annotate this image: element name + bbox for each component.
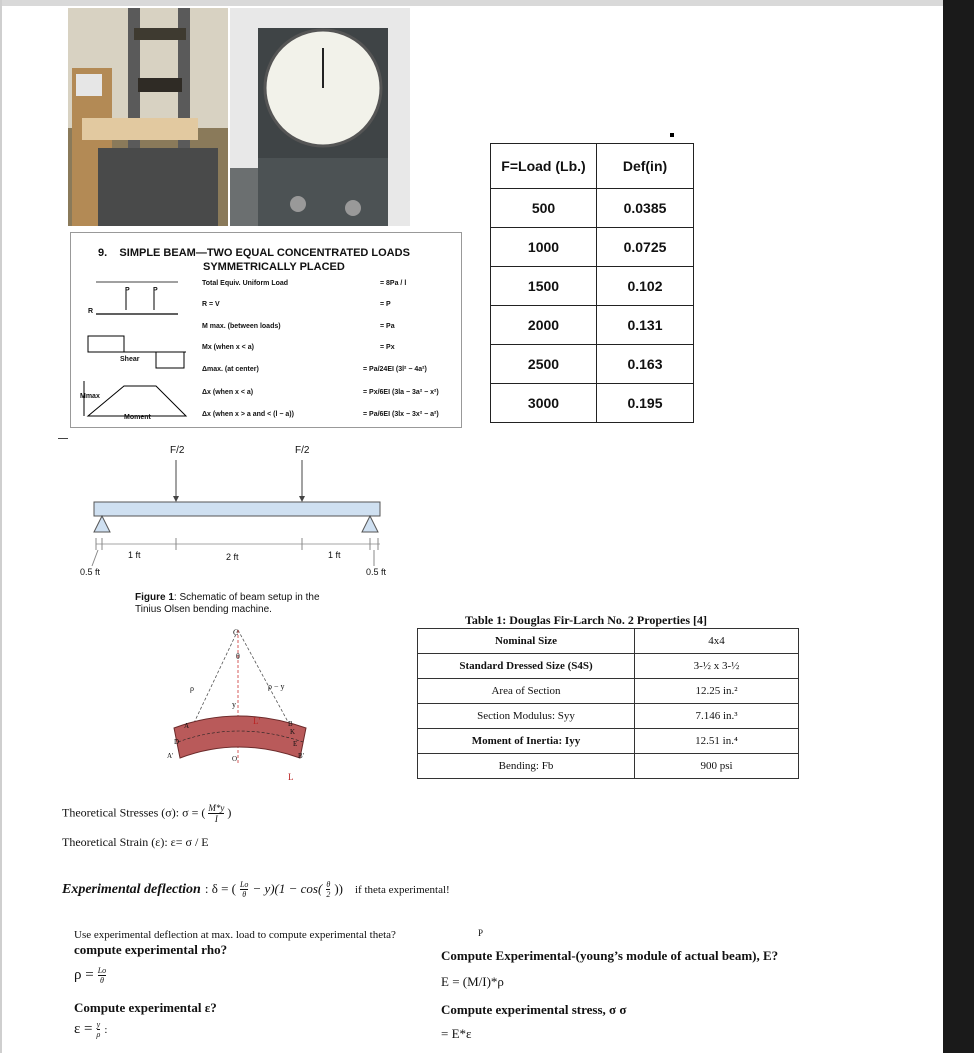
rho-frac-den: θ (99, 976, 104, 985)
prop-value: 3-½ x 3-½ (635, 654, 799, 679)
formula-label: Total Equiv. Uniform Load (202, 280, 289, 287)
dim-2: 2 ft (226, 552, 239, 562)
panel-number: 9. (98, 247, 108, 259)
exp-defl-note: if theta experimental! (355, 884, 450, 897)
label-lprime: L' (253, 716, 261, 726)
formula-label: M max. (between loads) (202, 323, 281, 330)
load-cell: 500 (491, 189, 597, 228)
question-rho: compute experimental rho? (74, 942, 228, 957)
diagram-label-p1: P (125, 287, 130, 294)
prop-value: 12.25 in.² (635, 679, 799, 704)
panel-title (98, 247, 410, 259)
formula-value: = P (380, 301, 391, 308)
prop-label: Section Modulus: Syy (418, 704, 635, 729)
properties-table-caption: Table 1: Douglas Fir-Larch No. 2 Properties [4] (465, 613, 707, 627)
divider (58, 438, 68, 439)
stress-label: Theoretical Stresses (σ): σ = ( (62, 805, 206, 820)
label-e: E (293, 740, 298, 748)
frac-theta: θ (242, 890, 247, 899)
stress-frac-num: M*y (208, 803, 225, 813)
label-theta: θ (236, 652, 240, 661)
viewer-top-bar (0, 0, 974, 6)
diagram-label-moment: Moment (124, 414, 151, 421)
load-label-left: F/2 (170, 445, 185, 456)
caption-rest: : Schematic of beam setup in the (173, 592, 320, 603)
label-y: y (232, 700, 236, 709)
rho-eq: ρ = (74, 967, 94, 984)
prop-value: 7.146 in.³ (635, 704, 799, 729)
viewer-scrollbar[interactable] (943, 0, 974, 1053)
label-bprime: B' (298, 752, 304, 760)
question-theta: Use experimental deflection at max. load to compute experimental theta? (74, 929, 396, 941)
table-row (418, 754, 799, 779)
def-cell: 0.0725 (597, 228, 694, 267)
formula-value: = Px (380, 344, 395, 351)
def-cell: 0.195 (597, 384, 694, 423)
eps-tail: : (104, 1024, 108, 1037)
page-left-edge (0, 0, 2, 1053)
rho-fraction (98, 966, 106, 985)
formula-value: = 8Pa / l (380, 280, 407, 287)
eps-eq: ε = (74, 1021, 93, 1038)
label-b: B (288, 720, 293, 728)
label-rho: ρ (190, 684, 194, 693)
table-row (491, 267, 694, 306)
prop-value: 12.51 in.⁴ (635, 729, 799, 754)
testing-machine-photos (68, 8, 410, 226)
strain-equation: Theoretical Strain (ε): ε= σ / E (62, 835, 209, 849)
beam-schematic (80, 460, 400, 580)
formula-label: Δx (when x > a and < (l − a)) (202, 411, 294, 418)
label-a: A (184, 722, 190, 730)
stress-fraction (208, 803, 224, 824)
def-cell: 0.163 (597, 345, 694, 384)
formula-label: Δx (when x < a) (202, 389, 254, 396)
label-k: K (290, 728, 296, 736)
formula-label: Mx (when x < a) (202, 344, 254, 351)
overhang-left: 0.5 ft (80, 567, 101, 577)
table-row (418, 729, 799, 754)
load-cell: 2500 (491, 345, 597, 384)
table-row (418, 704, 799, 729)
lo-theta-fraction (240, 880, 248, 899)
exp-defl-label: Experimental deflection (62, 882, 201, 898)
stress-formula: = E*ε (441, 1026, 472, 1041)
prop-value: 4x4 (635, 629, 799, 654)
stress-equation (62, 803, 231, 824)
label-rho-y: ρ − y (268, 682, 285, 691)
frac-theta-num: θ (326, 880, 331, 889)
caption-bold: Figure 1 (135, 592, 174, 603)
load-cell: 1000 (491, 228, 597, 267)
stray-p: P (478, 928, 484, 938)
panel-title-line2: SYMMETRICALLY PLACED (203, 261, 345, 273)
question-strain: Compute experimental ε? (74, 1000, 217, 1015)
prop-label: Bending: Fb (418, 754, 635, 779)
eps-frac-num: y (96, 1020, 101, 1029)
prop-value: 900 psi (635, 754, 799, 779)
load-deflection-table (490, 143, 694, 423)
experimental-deflection-equation (62, 880, 450, 899)
load-label-right: F/2 (295, 445, 310, 456)
stress-close: ) (227, 805, 232, 820)
load-cell: 3000 (491, 384, 597, 423)
frac-lo: Lo (239, 880, 249, 889)
exp-defl-rest: − y)(1 − cos( (252, 881, 323, 897)
stress-frac-den: I (214, 814, 218, 824)
formula-value: = Pa/6EI (3lx − 3x² − a²) (363, 411, 439, 418)
load-cell: 1500 (491, 267, 597, 306)
properties-table (417, 628, 799, 779)
rho-formula (74, 966, 106, 985)
prop-label: Nominal Size (418, 629, 635, 654)
question-stress: Compute experimental stress, σ σ (441, 1002, 627, 1017)
formula-label: R = V (202, 301, 220, 308)
table-row (418, 654, 799, 679)
e-formula: E = (M/I)*ρ (441, 974, 504, 989)
header-def: Def(in) (597, 144, 694, 189)
table-row (491, 228, 694, 267)
diagram-label-shear: Shear (120, 356, 140, 363)
exp-defl-formula: : δ = ( (204, 881, 236, 897)
eps-fraction (97, 1020, 101, 1039)
prop-label: Moment of Inertia: Iyy (418, 729, 635, 754)
table-row (491, 345, 694, 384)
prop-label: Area of Section (418, 679, 635, 704)
dim-1: 1 ft (128, 550, 141, 560)
def-cell: 0.131 (597, 306, 694, 345)
label-d: D (174, 738, 180, 746)
eps-frac-den: ρ (96, 1030, 101, 1039)
frac-two: 2 (326, 890, 331, 899)
label-c: C (233, 628, 239, 637)
formula-value: = Pa/24EI (3l² − 4a²) (363, 366, 427, 373)
diagram-label-r: R (88, 308, 94, 315)
formula-value: = Px/6EI (3la − 3a² − x²) (363, 389, 439, 396)
label-aprime: A' (167, 752, 174, 760)
theta-half-fraction (326, 880, 330, 899)
caption-line2: Tinius Olsen bending machine. (135, 604, 272, 615)
table-row (491, 189, 694, 228)
table-row (418, 629, 799, 654)
rho-frac-num: Lo (97, 966, 107, 975)
question-youngs-modulus: Compute Experimental-(young’s module of actual beam), E? (441, 948, 779, 963)
diagram-label-p2: P (153, 287, 158, 294)
label-l: L (288, 772, 294, 782)
stray-mark (670, 133, 674, 137)
formula-label: Δmax. (at center) (202, 366, 259, 373)
label-o: O (232, 755, 238, 763)
load-cell: 2000 (491, 306, 597, 345)
exp-defl-end: )) (334, 881, 343, 897)
header-load: F=Load (Lb.) (491, 144, 597, 189)
def-cell: 0.102 (597, 267, 694, 306)
diagram-label-mmax: Mmax (80, 393, 100, 400)
table-header-row (491, 144, 694, 189)
table-row (491, 384, 694, 423)
table-row (491, 306, 694, 345)
figure-caption (135, 592, 320, 616)
strain-formula (74, 1020, 107, 1039)
panel-title-line1: SIMPLE BEAM—TWO EQUAL CONCENTRATED LOADS (119, 247, 410, 259)
overhang-right: 0.5 ft (366, 567, 387, 577)
dim-3: 1 ft (328, 550, 341, 560)
def-cell: 0.0385 (597, 189, 694, 228)
prop-label: Standard Dressed Size (S4S) (418, 654, 635, 679)
bending-geometry-diagram (160, 624, 310, 796)
formula-value: = Pa (380, 323, 395, 330)
table-row (418, 679, 799, 704)
